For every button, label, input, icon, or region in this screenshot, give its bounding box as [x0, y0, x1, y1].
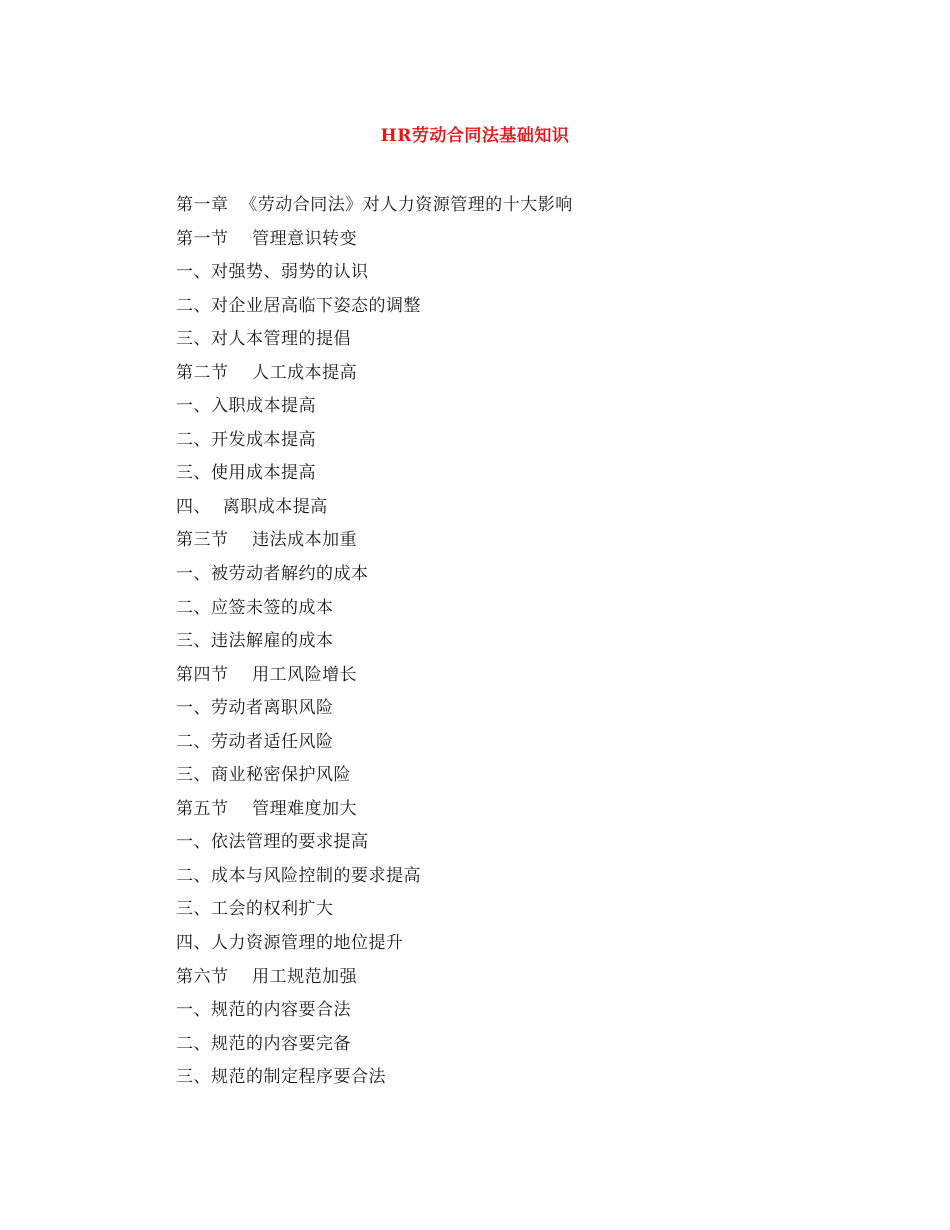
toc-line-section-4: 第四节 用工风险增长: [176, 664, 358, 685]
toc-line-item: 一、被劳动者解约的成本: [176, 564, 369, 585]
toc-line-item: 二、成本与风险控制的要求提高: [176, 865, 421, 886]
toc-line-section-5: 第五节 管理难度加大: [176, 798, 358, 819]
toc-line-item: 三、对人本管理的提倡: [176, 329, 351, 350]
toc-line-item: 三、工会的权利扩大: [176, 899, 334, 920]
toc-line-item: 一、入职成本提高: [176, 396, 316, 417]
toc-line-item: 一、规范的内容要合法: [176, 1000, 351, 1021]
toc-line-item: 二、规范的内容要完备: [176, 1033, 351, 1054]
toc-line-item: 三、商业秘密保护风险: [176, 765, 351, 786]
toc-line-item: 三、规范的制定程序要合法: [176, 1067, 386, 1088]
toc-line-chapter-1: 第一章 《劳动合同法》对人力资源管理的十大影响: [176, 195, 573, 215]
toc-line-section-3: 第三节 违法成本加重: [176, 530, 358, 551]
toc-line-item: 二、开发成本提高: [176, 429, 316, 450]
toc-line-item: 三、违法解雇的成本: [176, 631, 334, 652]
toc-line-item: 三、使用成本提高: [176, 463, 316, 484]
document-title: HR劳动合同法基础知识: [380, 126, 570, 146]
toc-line-item: 二、劳动者适任风险: [176, 731, 334, 752]
toc-line-section-6: 第六节 用工规范加强: [176, 966, 358, 987]
toc-line-item: 四、 离职成本提高: [176, 496, 328, 517]
toc-line-item: 四、人力资源管理的地位提升: [176, 933, 404, 954]
toc-line-section-1: 第一节 管理意识转变: [176, 228, 358, 249]
table-of-contents: [176, 193, 573, 1099]
toc-line-item: 一、依法管理的要求提高: [176, 832, 369, 853]
toc-line-section-2: 第二节 人工成本提高: [176, 362, 358, 383]
toc-line-item: 一、劳动者离职风险: [176, 698, 334, 719]
toc-line-item: 二、对企业居高临下姿态的调整: [176, 295, 421, 316]
toc-line-item: 二、应签未签的成本: [176, 597, 334, 618]
toc-line-item: 一、对强势、弱势的认识: [176, 262, 369, 283]
